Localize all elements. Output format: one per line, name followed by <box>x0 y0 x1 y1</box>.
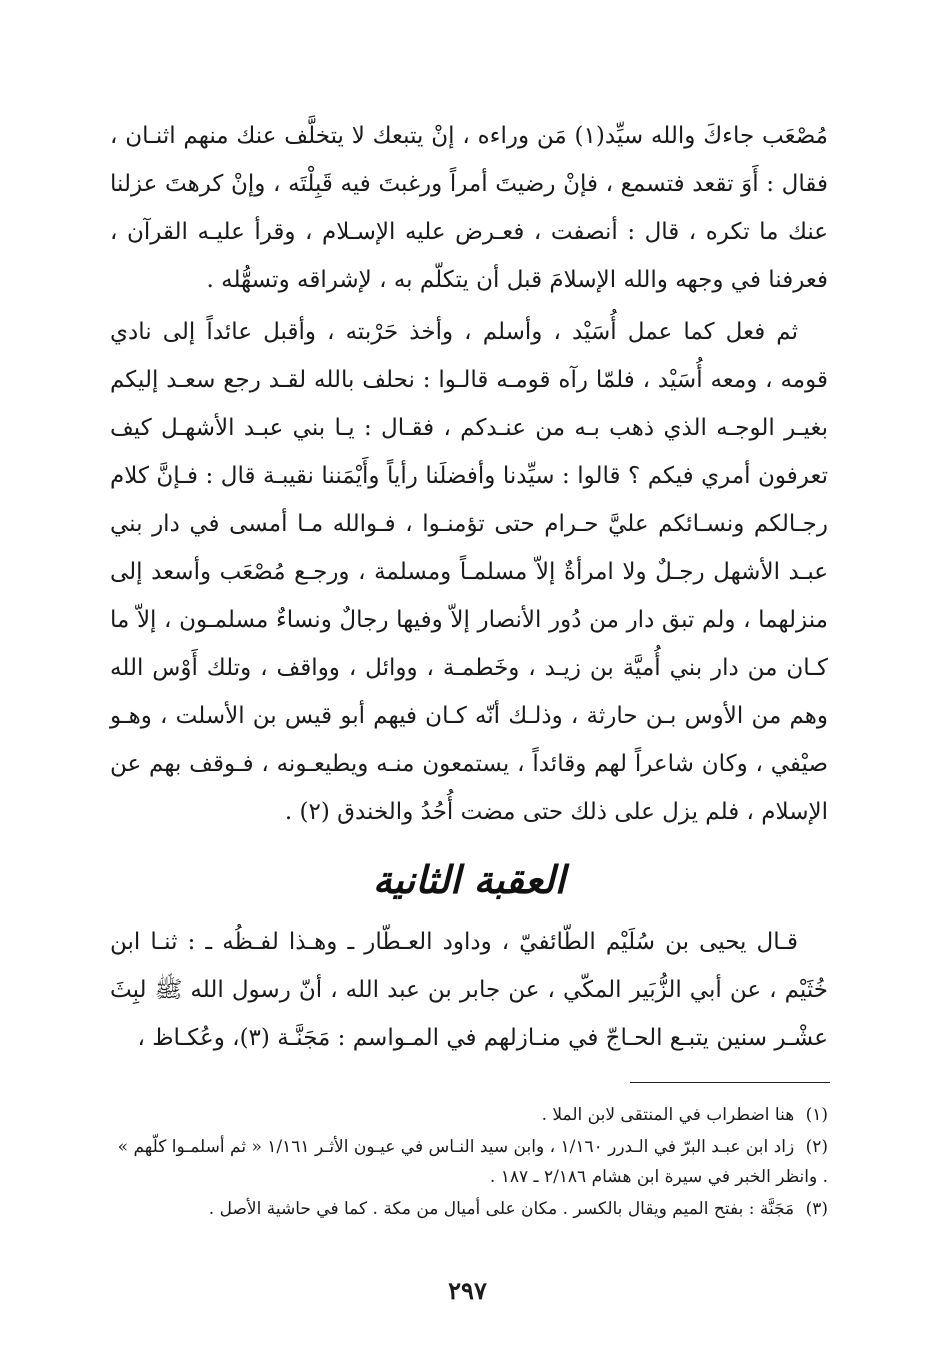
paragraph-2: ثم فعل كما عمل أُسَيْد ، وأسلم ، وأخذ حَرْبته ، وأقبل عائداً إلى نادي قومه ، ومعه أُسَيْد ، فلمّا رآه قومـه قالـوا : نحلف بالله لقـد رجع سعـد إليكم بغيـر الوجـه الذي ذهب بـه من عنـدكم ، فقـال : يـا بني عبـد الأشهـل كيف تعرفون أمري فيكم ؟ قالوا : سيِّدنا وأفضلَنا رأياً وأَيْمَننا نقيبـة قال : فـإنَّ كلام رجـالكم ونسـائكم عليَّ حـرام حتى تؤمنـوا ، فـوالله مـا أمسى في دار بني عبـد الأشهل رجـلٌ ولا امرأةٌ إلاّ مسلمـاً ومسلمة ، ورجـع مُصْعَب وأسعد إلى منزلهما ، ولم تبق دار من دُور الأنصار إلاّ وفيها رجالٌ ونساءٌ مسلمـون ، إلاّ ما كـان من دار بني أُميَّة بن زيـد ، وخَطمـة ، ووائل ، وواقف ، وتلك أَوْس الله وهم من الأوس بـن حارثة ، وذلـك أنّه كـان فيهم أبو قيس بن الأسلت ، وهـو صيْفي ، وكان شاعراً لهم وقائداً ، يستمعون منـه ويطيعـونه ، فـوقف بهم عن الإسلام ، فلم يزل على ذلك حتى مضت أُحُدُ والخندق (٢) . <box>110 319 828 825</box>
footnote-text: مَجَنَّة : بفتح الميم ويقال بالكسر . مكان على أميال من مكة . كما في حاشية الأصل . <box>208 1199 795 1219</box>
paragraph-1: مُصْعَب جاءكَ والله سيِّد(١) مَن وراءه ، إنْ يتبعك لا يتخلَّف عنك منهم اثنـان ، فقال : أَوَ تقعد فتسمع ، فإنْ رضيتَ أمراً ورغبتَ فيه قَبِلْتَه ، وإنْ كرهتَ عزلنا عنك ما تكره ، قال : أنصفت ، فعـرض عليه الإسـلام ، وقرأ عليـه القرآن ، فعرفنا في وجهه والله الإسلامَ قبل أن يتكلّم به ، لإشراقه وتسهُّله . <box>110 123 828 293</box>
section-heading: العقبة الثانية <box>372 857 566 902</box>
footnote-number: (٣) <box>805 1199 828 1219</box>
footnote-2 <box>110 1132 828 1192</box>
footnote-separator <box>630 1082 830 1083</box>
footnote-number: (٢) <box>805 1137 828 1157</box>
footnote-number: (١) <box>805 1105 828 1125</box>
main-text-block <box>110 112 828 836</box>
footnote-text: هنا اضطراب في المنتقى لابن الملا . <box>541 1105 795 1125</box>
footnote-3 <box>110 1194 828 1224</box>
footnote-1 <box>110 1100 828 1130</box>
page-number: ٢٩٧ <box>448 1276 487 1305</box>
footnotes <box>110 1100 828 1226</box>
section-text-block <box>110 918 828 1062</box>
paragraph-3: قـال يحيى بن سُلَيْم الطّائفيّ ، وداود العـطّار ـ وهـذا لفـظُه ـ : ثنـا ابن خُثَيْم ، عن أبي الزُّبَير المكّي ، عن جابر بن عبد الله ، أنّ رسول الله ﷺ لبِثَ عشْـر سنين يتبـع الحـاجّ في منـازلهم في المـواسم : مَجَنَّـة (٣)، وعُكـاظ ، <box>110 929 828 1051</box>
footnote-text: زاد ابن عبـد البرّ في الـدرر ١/١٦٠ ، وابن سيد النـاس في عيـون الأثـر ١/١٦١ « ثم أسلمـوا كلّهم » . وانظر الخبر في سيرة ابن هشام ٢/١٨٦ ـ ١٨٧ . <box>117 1137 828 1187</box>
